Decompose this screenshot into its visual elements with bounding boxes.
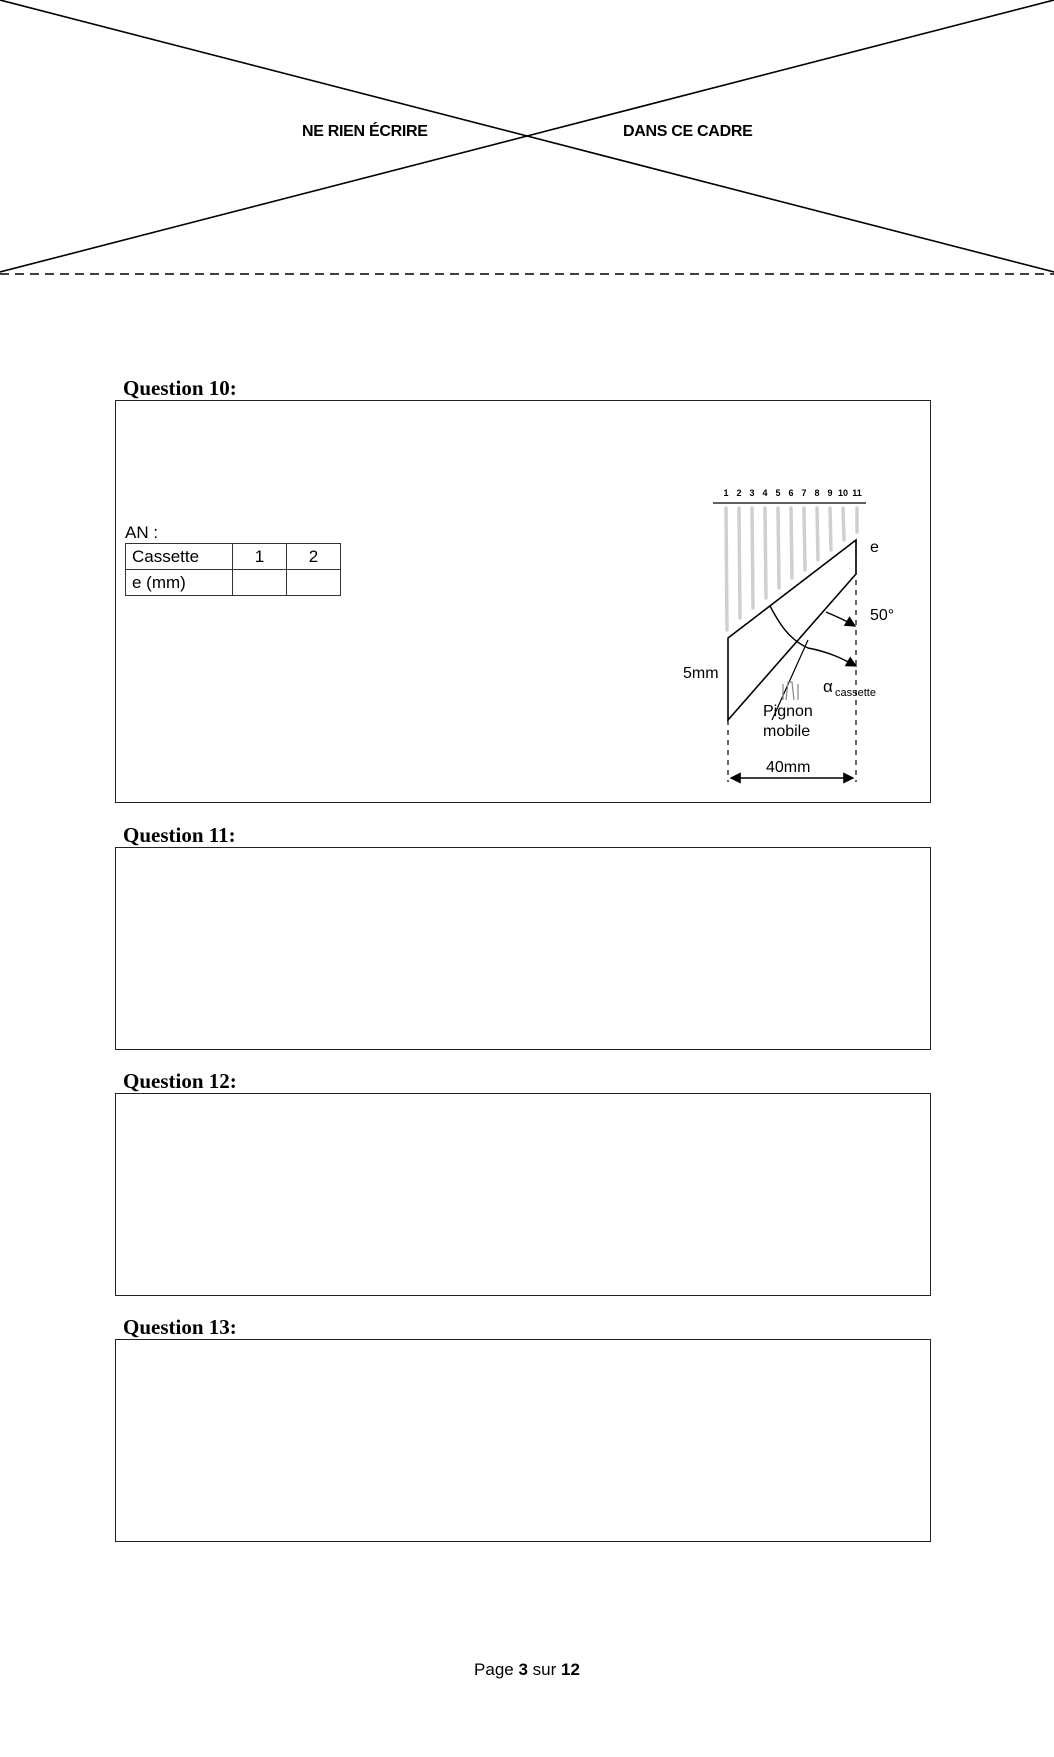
footer-prefix: Page: [474, 1660, 519, 1679]
question-12-answer-box[interactable]: [115, 1093, 931, 1296]
an-label: AN :: [125, 523, 159, 542]
tooth-number: 10: [837, 488, 849, 498]
header-frame: [0, 0, 1054, 285]
banner-right-text: DANS CE CADRE: [623, 123, 753, 140]
inner-curve: [770, 606, 808, 648]
label-alpha: α: [823, 677, 833, 696]
gear-teeth: [726, 508, 857, 630]
question-12-label: Question 12:: [123, 1069, 237, 1093]
table-cell-empty[interactable]: [287, 570, 341, 596]
label-40mm: 40mm: [766, 759, 811, 776]
table-row: [126, 544, 341, 570]
tooth-number: 9: [827, 488, 833, 498]
table-cell: 1: [233, 544, 287, 570]
question-13-label: Question 13:: [123, 1315, 237, 1339]
table-cell: e (mm): [126, 570, 233, 596]
tooth-number: 8: [814, 488, 820, 498]
label-pignon: Pignon: [763, 703, 813, 720]
alpha-arrow: [808, 648, 856, 666]
tooth-number: 3: [749, 488, 755, 498]
question-11-answer-box[interactable]: [115, 847, 931, 1050]
footer-total-pages: 12: [561, 1660, 580, 1679]
tooth-number: 7: [801, 488, 807, 498]
table-cell: Cassette: [126, 544, 233, 570]
label-angle: 50°: [870, 607, 895, 624]
table-cell-empty[interactable]: [233, 570, 287, 596]
page-footer: [0, 1660, 1054, 1680]
angle-arrow: [826, 612, 855, 626]
cassette-table: [125, 543, 341, 596]
tooth-number: 5: [775, 488, 781, 498]
tooth-number: 11: [852, 488, 862, 498]
table-cell: 2: [287, 544, 341, 570]
label-5mm: 5mm: [683, 665, 719, 682]
question-13-answer-box[interactable]: [115, 1339, 931, 1542]
label-mobile: mobile: [763, 723, 811, 740]
tooth-numbers: [723, 488, 861, 498]
label-alpha-subscript: cassette: [835, 687, 876, 699]
label-e: e: [870, 539, 879, 556]
banner-left-text: NE RIEN ÉCRIRE: [302, 123, 428, 140]
question-10-label: Question 10:: [123, 376, 237, 400]
tooth-number: 1: [723, 488, 729, 498]
tooth-number: 4: [762, 488, 768, 498]
pinion-geometry-diagram: [660, 480, 920, 790]
footer-middle: sur: [527, 1660, 562, 1679]
tooth-number: 2: [736, 488, 742, 498]
question-11-label: Question 11:: [123, 823, 236, 847]
tooth-number: 6: [788, 488, 794, 498]
footer-page-number: 3: [518, 1660, 528, 1679]
table-row: [126, 570, 341, 596]
